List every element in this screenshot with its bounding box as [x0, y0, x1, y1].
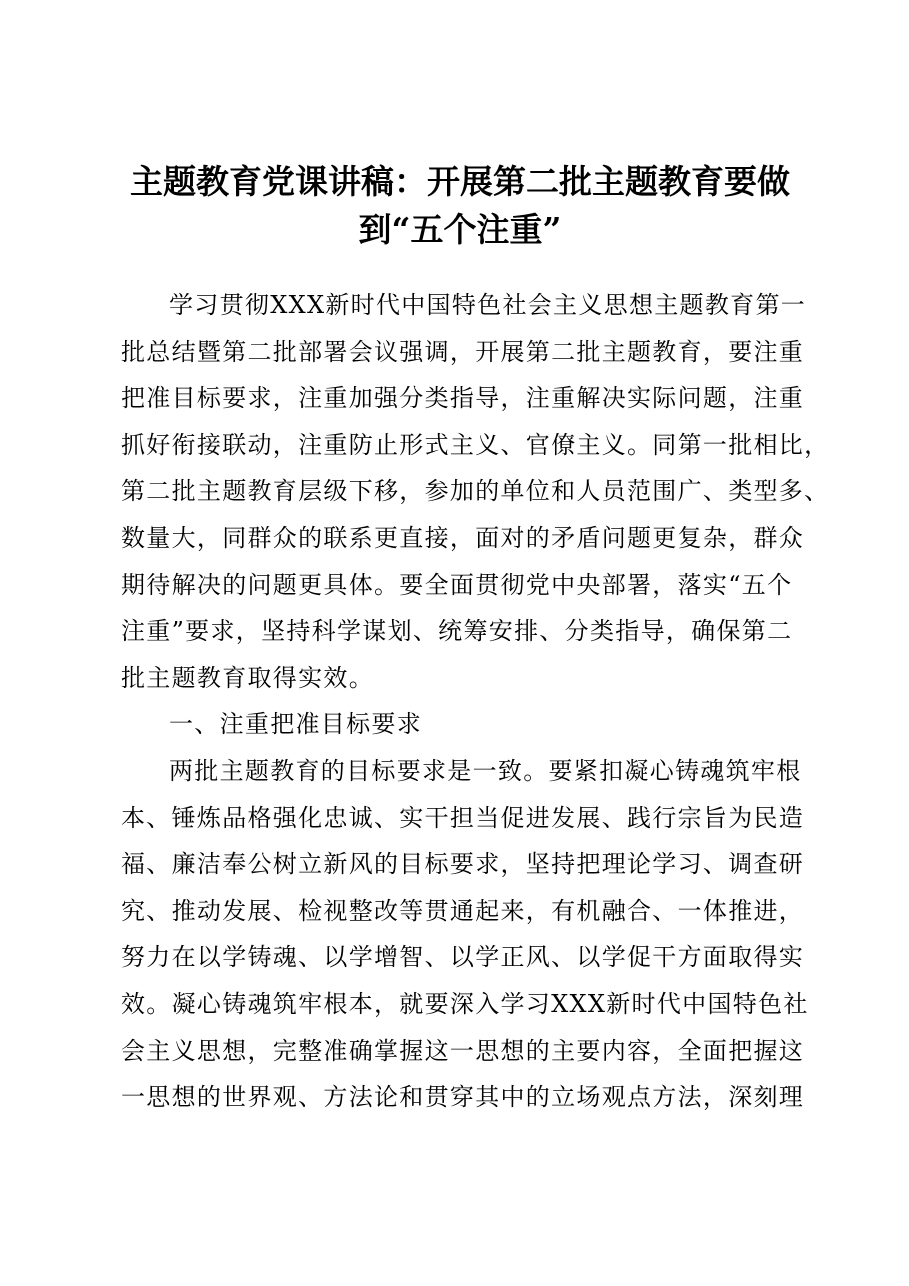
- title-line-1: 主题教育党课讲稿：开展第二批主题教育要做: [130, 162, 790, 201]
- body-line: 第二批主题教育层级下移，参加的单位和人员范围广、类型多、: [121, 477, 830, 506]
- document-body: [121, 282, 830, 1121]
- body-line: 数量大，同群众的联系更直接，面对的矛盾问题更复杂，群众: [121, 523, 805, 552]
- body-line: 努力在以学铸魂、以学增智、以学正风、以学促干方面取得实: [121, 943, 805, 972]
- body-line: 学习贯彻XXX新时代中国特色社会主义思想主题教育第一: [169, 291, 807, 319]
- body-line: 批主题教育取得实效。: [121, 663, 374, 692]
- body-line: 注重”要求，坚持科学谋划、统筹安排、分类指导，确保第二: [121, 617, 793, 646]
- body-line: 期待解决的问题更具体。要全面贯彻党中央部署，落实“五个: [121, 570, 793, 599]
- body-line: 把准目标要求，注重加强分类指导，注重解决实际问题，注重: [121, 384, 805, 413]
- body-line: 两批主题教育的目标要求是一致。要紧扣凝心铸魂筑牢根: [169, 756, 802, 785]
- body-line: 抓好衔接联动，注重防止形式主义、官僚主义。同第一批相比，: [121, 430, 830, 459]
- body-line: 福、廉洁奉公树立新风的目标要求，坚持把理论学习、调查研: [121, 850, 805, 879]
- body-line: 一、注重把准目标要求: [169, 710, 422, 739]
- body-line: 一思想的世界观、方法论和贯穿其中的立场观点方法，深刻理: [121, 1083, 805, 1112]
- document-title: [110, 158, 810, 254]
- body-line: 批总结暨第二批部署会议强调，开展第二批主题教育，要注重: [121, 337, 805, 366]
- body-line: 本、锤炼品格强化忠诚、实干担当促进发展、践行宗旨为民造: [121, 803, 805, 832]
- title-line-2: 到“五个注重”: [358, 210, 562, 249]
- body-line: 效。凝心铸魂筑牢根本，就要深入学习XXX新时代中国特色社: [121, 989, 809, 1018]
- body-line: 会主义思想，完整准确掌握这一思想的主要内容，全面把握这: [121, 1036, 805, 1065]
- body-line: 究、推动发展、检视整改等贯通起来，有机融合、一体推进，: [121, 896, 805, 925]
